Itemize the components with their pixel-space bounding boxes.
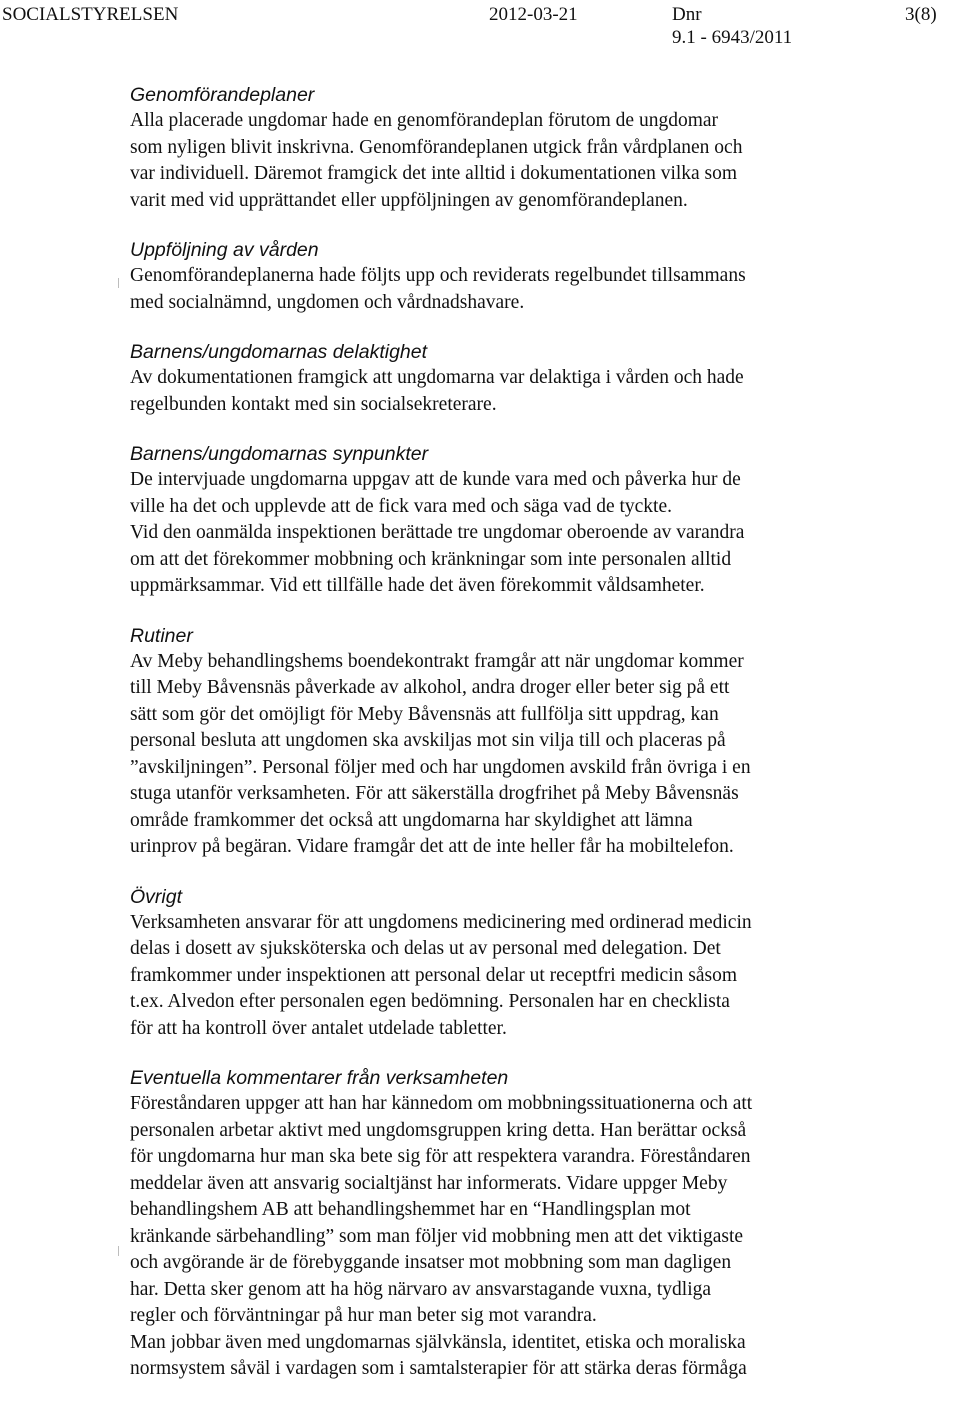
text-line: som nyligen blivit inskrivna. Genomförandeplanen utgick från vårdplanen och [130, 136, 743, 158]
section-paragraph [130, 467, 930, 520]
section-paragraph [130, 1330, 930, 1383]
text-line: och avgörande är de förebyggande insatser mot mobbning som man dagligen [130, 1252, 732, 1273]
text-line: Verksamheten ansvarar för att ungdomens medicinering med ordinerad medicin [130, 911, 752, 933]
dnr-label: Dnr [672, 4, 702, 25]
text-line: område framkommer det också att ungdomarna har skyldighet att lämna [130, 809, 693, 831]
document-section [130, 441, 930, 600]
page-header [0, 4, 960, 52]
section-paragraph [130, 365, 930, 418]
document-body [130, 82, 930, 1406]
text-line: regelbunden kontakt med sin socialsekreterare. [130, 393, 497, 415]
text-line: med socialnämnd, ungdomen och vårdnadshavare. [130, 291, 525, 313]
text-line: sätt som gör det omöjligt för Meby Båvensnäs att fullfölja sitt uppdrag, kan [130, 703, 719, 725]
text-line: för ungdomarna hur man ska bete sig för att respektera varandra. Föreståndaren [130, 1146, 751, 1167]
dnr-number: 9.1 - 6943/2011 [672, 27, 793, 48]
section-heading: Barnens/ungdomarnas delaktighet [130, 341, 428, 363]
document-section [130, 237, 930, 316]
section-paragraph [130, 520, 930, 600]
text-line: kränkande särbehandling” som man följer vid mobbning men att det viktigaste [130, 1225, 744, 1247]
section-paragraph [130, 649, 930, 861]
text-line: uppmärksammar. Vid ett tillfälle hade det även förekommit våldsamheter. [130, 575, 705, 596]
text-line: behandlingshem AB att behandlingshemmet har en “Handlingsplan mot [130, 1199, 691, 1220]
section-paragraph [130, 108, 930, 214]
text-line: stuga utanför verksamheten. För att säkerställa drogfrihet på Meby Båvensnäs [130, 783, 739, 804]
section-heading: Övrigt [130, 885, 183, 908]
text-line: personal besluta att ungdomen ska avskiljas mot sin vilja till och placeras på [130, 730, 726, 751]
margin-mark [118, 278, 119, 288]
section-heading: Rutiner [130, 624, 193, 647]
document-section [130, 1065, 930, 1383]
section-paragraph [130, 263, 930, 316]
text-line: personalen arbetar aktivt med ungdomsgruppen kring detta. Han berättar också [130, 1119, 747, 1141]
section-heading: Eventuella kommentarer från verksamheten [130, 1067, 509, 1089]
text-line: framkommer under inspektionen att personal delar ut receptfri medicin såsom [130, 964, 738, 986]
text-line: varit med vid upprättandet eller uppföljningen av genomförandeplanen. [130, 189, 688, 211]
text-line: Av dokumentationen framgick att ungdomarna var delaktiga i vården och hade [130, 367, 744, 388]
org-name: SOCIALSTYRELSEN [2, 4, 179, 25]
section-paragraph [130, 910, 930, 1043]
text-line: Vid den oanmälda inspektionen berättade tre ungdomar oberoende av varandra [130, 522, 745, 543]
document-section [130, 623, 930, 861]
margin-mark [118, 1246, 119, 1256]
section-paragraph [130, 1091, 930, 1330]
document-section [130, 339, 930, 418]
section-heading: Genomförandeplaner [130, 84, 315, 106]
document-section [130, 82, 930, 214]
text-line: Alla placerade ungdomar hade en genomförandeplan förutom de ungdomar [130, 110, 719, 131]
text-line: De intervjuade ungdomarna uppgav att de kunde vara med och påverka hur de [130, 469, 741, 490]
text-line: för att ha kontroll över antalet utdelade tabletter. [130, 1017, 507, 1039]
text-line: om att det förekommer mobbning och kränkningar som inte personalen alltid [130, 548, 732, 570]
text-line: Man jobbar även med ungdomarnas självkänsla, identitet, etiska och moraliska [130, 1331, 746, 1353]
text-line: ville ha det och upplevde att de fick vara med och säga vad de tyckte. [130, 495, 672, 517]
text-line: Av Meby behandlingshems boendekontrakt framgår att när ungdomar kommer [130, 650, 744, 672]
section-heading: Uppföljning av vården [130, 239, 319, 261]
text-line: Föreståndaren uppger att han har kännedom om mobbningssituationerna och att [130, 1093, 753, 1114]
text-line: t.ex. Alvedon efter personalen egen bedömning. Personalen har en checklista [130, 991, 730, 1012]
text-line: till Meby Båvensnäs påverkade av alkohol, andra droger eller beter sig på ett [130, 677, 730, 698]
text-line: urinprov på begäran. Vidare framgår det att de inte heller får ha mobiltelefon. [130, 836, 734, 857]
document-section [130, 884, 930, 1043]
text-line: ”avskiljningen”. Personal följer med och har ungdomen avskild från övriga i en [130, 756, 751, 778]
text-line: regler och förväntningar på hur man beter sig mot varandra. [130, 1305, 597, 1326]
document-date: 2012-03-21 [489, 4, 578, 25]
text-line: meddelar även att ansvarig socialtjänst har informerats. Vidare uppger Meby [130, 1172, 728, 1194]
text-line: var individuell. Däremot framgick det inte alltid i dokumentationen vilka som [130, 163, 738, 184]
page-number: 3(8) [905, 4, 937, 25]
section-heading: Barnens/ungdomarnas synpunkter [130, 443, 429, 465]
text-line: Genomförandeplanerna hade följts upp och reviderats regelbundet tillsammans [130, 265, 746, 286]
text-line: normsystem såväl i vardagen som i samtalsterapier för att stärka deras förmåga [130, 1358, 747, 1379]
text-line: delas i dosett av sjuksköterska och delas ut av personal med delegation. Det [130, 938, 721, 959]
text-line: har. Detta sker genom att ha hög närvaro av ansvarstagande vuxna, tydliga [130, 1278, 712, 1300]
